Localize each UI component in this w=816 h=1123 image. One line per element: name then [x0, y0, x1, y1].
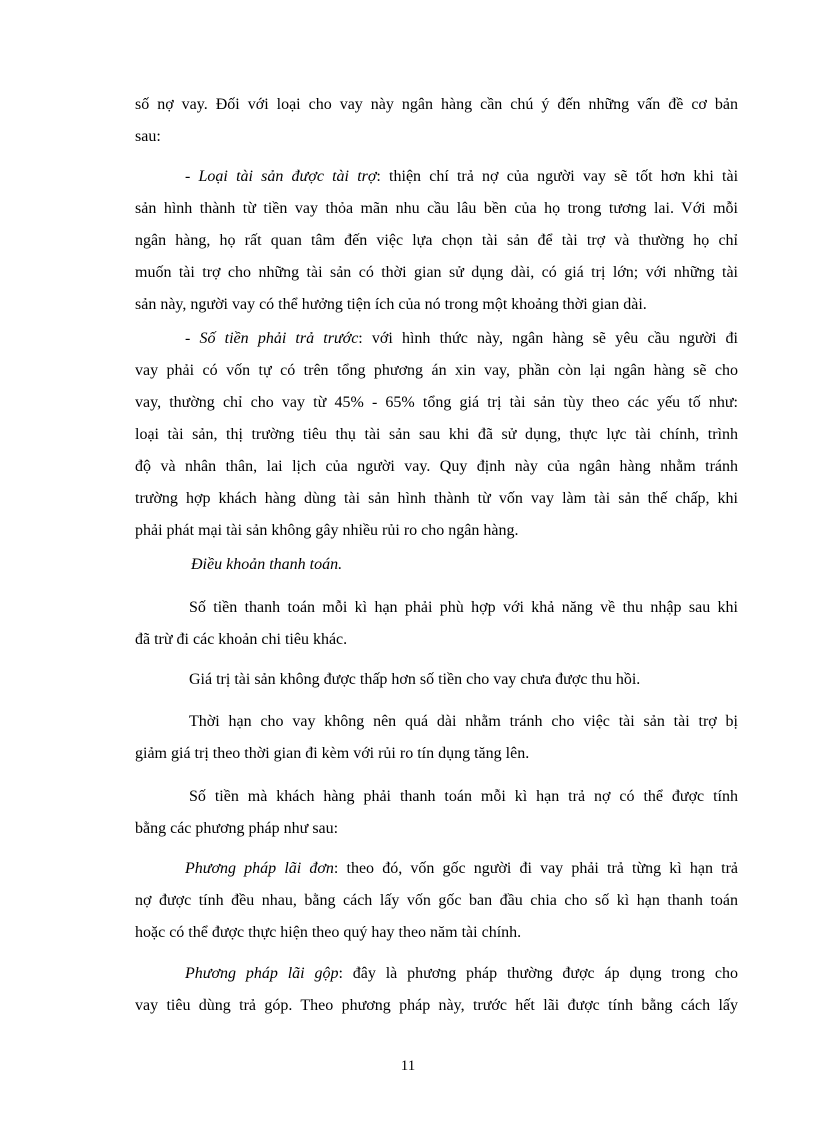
term-compound-interest: Phương pháp lãi gộp [185, 965, 339, 982]
term-asset-type: Loại tài sản được tài trợ [198, 168, 377, 185]
paragraph-asset-value: Giá trị tài sản không được thấp hơn số tiền cho vay chưa được thu hồi. [189, 671, 641, 688]
paragraph-intro: số nợ vay. Đối với loại cho vay này ngân hàng cần chú ý đến những vấn đề cơ bản sau: [135, 96, 738, 145]
paragraph-calc-methods: Số tiền mà khách hàng phải thanh toán mỗi kì hạn trả nợ có thể được tính bằng các phương pháp như sau: [135, 788, 738, 837]
paragraph-down-payment: - Số tiền phải trả trước: với hình thức này, ngân hàng sẽ yêu cầu người đi vay phải có vốn tự có trên tổng phương án xin vay, phần còn lại ngân hàng sẽ cho vay, thường chỉ cho vay từ 45% - 65% tổng giá trị tài sản tùy theo các yếu tố như: loại tài sản, thị trường tiêu thụ tài sản sau khi đã sử dụng, thực lực tài chính, trình độ và nhân thân, lai lịch của người vay. Quy định này của ngân hàng nhằm tránh trường hợp khách hàng dùng tài sản hình thành từ vốn vay làm tài sản thế chấp, khi phải phát mại tài sản không gây nhiều rủi ro cho ngân hàng. [135, 330, 739, 539]
term-simple-interest: Phương pháp lãi đơn [185, 860, 334, 877]
section-heading: Điều khoản thanh toán. [191, 556, 343, 573]
paragraph-compound-interest: Phương pháp lãi gộp: đây là phương pháp thường được áp dụng trong cho vay tiêu dùng trả góp. Theo phương pháp này, trước hết lãi được tính bằng cách lấy [135, 965, 738, 1014]
paragraph-payment-amount: Số tiền thanh toán mỗi kì hạn phải phù hợp với khả năng về thu nhập sau khi đã trừ đi các khoản chi tiêu khác. [135, 599, 738, 648]
paragraph-simple-interest: Phương pháp lãi đơn: theo đó, vốn gốc người đi vay phải trả từng kì hạn trả nợ được tính đều nhau, bằng cách lấy vốn gốc ban đầu chia cho số kì hạn thanh toán hoặc có thể được thực hiện theo quý hay theo năm tài chính. [135, 860, 739, 941]
term-down-payment: Số tiền phải trả trước [199, 330, 359, 347]
paragraph-loan-term: Thời hạn cho vay không nên quá dài nhằm tránh cho việc tài sản tài trợ bị giảm giá trị theo thời gian đi kèm với rủi ro tín dụng tăng lên. [135, 713, 738, 762]
paragraph-asset-type: - Loại tài sản được tài trợ: thiện chí trả nợ của người vay sẽ tốt hơn khi tài sản hình thành từ tiền vay thỏa mãn nhu cầu lâu bền của họ trong tương lai. Với mỗi ngân hàng, họ rất quan tâm đến việc lựa chọn tài sản để tài trợ và thường họ chỉ muốn tài trợ cho những tài sản có thời gian sử dụng dài, có giá trị lớn; với những tài sản này, người vay có thể hưởng tiện ích của nó trong một khoảng thời gian dài. [135, 168, 739, 313]
page-number: 11 [400, 1058, 416, 1074]
